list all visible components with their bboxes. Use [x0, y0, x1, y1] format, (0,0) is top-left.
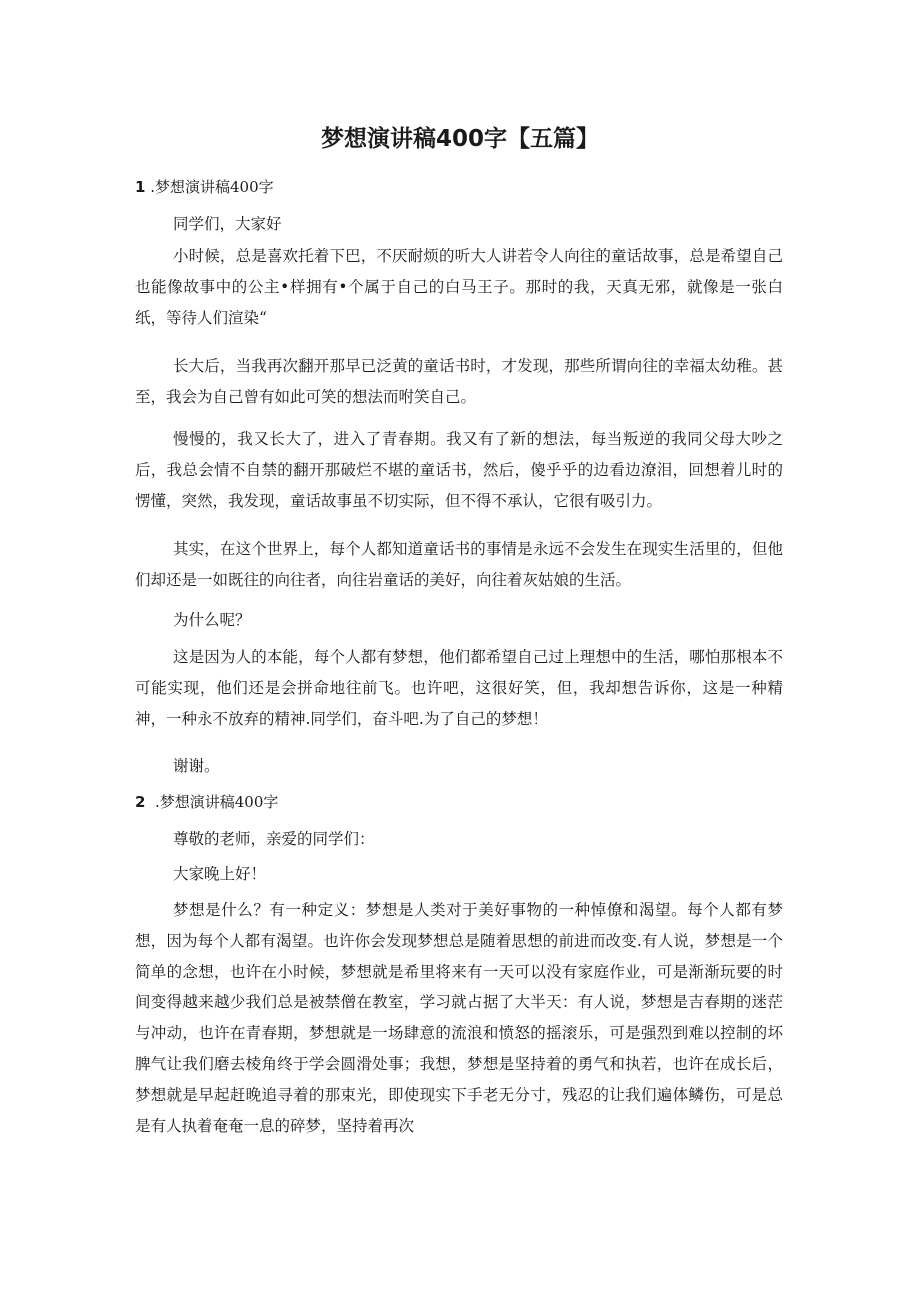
section-1-paragraph-adolescence: 慢慢的，我又长大了，进入了青春期。我又有了新的想法，每当叛逆的我同父母大吵之后，我总会情不自禁的翻开那破烂不堪的童话书，然后，傻乎乎的边看边潦泪，回想着儿时的愣懂，突然，我发现，童话故事虽不切实际，但不得不承认，它很有吸引力。 — [135, 430, 783, 510]
section-1-paragraph-growing-up: 长大后，当我再次翻开那早已泛黄的童话书时，才发现，那些所谓向往的幸福太幼稚。甚至，我会为自己曾有如此可笑的想法而咐笑自己。 — [135, 357, 783, 406]
section-2-greeting: 大家晚上好！ — [173, 865, 267, 883]
section-1-question: 为什么呢？ — [173, 611, 251, 629]
section-2-salutation: 尊敬的老师，亲爱的同学们： — [173, 830, 375, 848]
section-1-paragraph-reality: 其实，在这个世界上，每个人都知道童话书的事情是永远不会发生在现实生活里的，但他们却还是一如既往的向往者，向往岩童话的美好，向往着灰姑娘的生活。 — [135, 540, 783, 589]
section-1-thanks: 谢谢。 — [173, 757, 220, 775]
section-1-paragraph-instinct: 这是因为人的本能，每个人都有梦想，他们都希望自己过上理想中的生活，哪怕那根本不可能实现，他们还是会拼命地往前飞。也许吧，这很好笑，但，我却想告诉你，这是一种精神，一种永不放弃的精神.同学们，奋斗吧.为了自己的梦想！ — [135, 648, 783, 728]
section-2-heading — [135, 790, 785, 814]
section-1-title: .梦想演讲稿400字 — [150, 178, 274, 196]
document-title: 梦想演讲稿400字【五篇】 — [320, 126, 599, 152]
section-1-greeting: 同学们，大家好 — [173, 215, 282, 233]
section-1-heading — [135, 175, 785, 199]
section-1-number: 1 — [135, 178, 146, 196]
section-2-paragraph-definition: 梦想是什么？有一种定义：梦想是人类对于美好事物的一种悼僚和渴望。每个人都有梦想，因为每个人都有渴望。也许你会发现梦想总是随着思想的前进而改变.有人说，梦想是一个简单的念想，也许在小时候，梦想就是希里将来有一天可以没有家庭作业，可是渐渐玩要的时间变得越来越少我们总是被禁僧在教室，学习就占据了大半天：有人说，梦想是吉春期的迷茫与冲动，也许在青春期，梦想就是一场肆意的流浪和愤怒的摇滚乐，可是强烈到难以控制的坏脾气让我们磨去棱角终于学会圆滑处事；我想，梦想是坚持着的勇气和执若，也许在成长后，梦想就是早起赶晚追寻着的那束光，即使现实下手老无分寸，残忍的让我们遍体鳞伤，可是总是有人执着奄奄一息的碎梦，坚持着再次 — [135, 901, 783, 1135]
section-2-number: 2 — [135, 793, 146, 811]
section-1-paragraph-childhood: 小时候，总是喜欢托着下巴，不厌耐烦的听大人讲若令人向往的童话故事，总是希望自己也能像故事中的公主•样拥有•个属于自己的白马王子。那时的我，天真无邪，就像是一张白纸，等待人们渲染“ — [135, 247, 783, 327]
section-2-title: .梦想演讲稿400字 — [154, 793, 279, 811]
